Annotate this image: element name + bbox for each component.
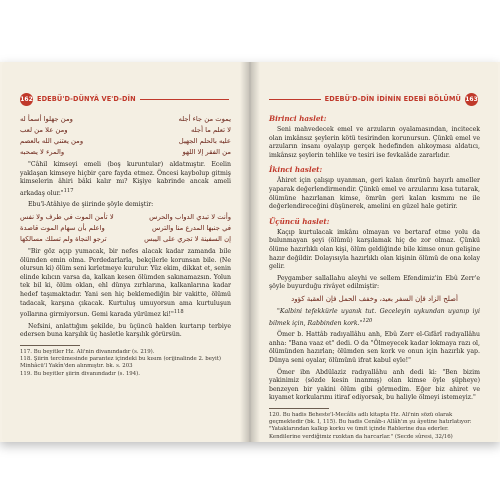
footnote-ref: 117 [63,187,74,194]
header-rule [269,99,321,100]
hemistich: يموت من جاء أجله [178,115,231,123]
left-page-body [20,114,231,378]
verse-line [20,136,231,147]
paragraph-text: "Câhil kimseyi emeli (boş kuruntular) aldatmıştır. Ecelin yaklaşan kimseye hiçbir çare fayda etmez. Öncesi kaybolup gitmiş kimselerin âhiri bâki kalır mı? Kişiye kabrinde ancak ameli arkadaş olur." [20,161,231,197]
footnote-ref: 118 [173,309,184,316]
verse-line [20,212,231,223]
paragraph: Nefsini, anlattığım şekilde, bu üçüncü halden kurtarıp terbiye edersen buna karşılık üç hasletle karşılık görürsün. [20,322,231,339]
verse-line [20,234,231,245]
hemistich: لا تعلم ما أجله [191,126,231,134]
hemistich: ومن علا من لعب [20,126,68,134]
paragraph-text: "Bir göz açıp yumacak, bir nefes alacak kadar zamanda bile ölümden emin olma. Perdedarlarla, bekçilerle korunsan bile. (Ne olursun ki) ölüm seni kırletmeye kurulur. Yüz ekim, dikkat et, senin elinde kılıcın varsa da, kalkan kesen ölümden sakınamazsın. Yolun tek bil ki, ölüm oklan, ehl dünya zırhlarına, kalkanlarına kadar hedef taşımaktadır. Yani sen hiç beklemediğin bir vakitte, ölümü tadacak, karşına çıkacak. Kurtuluş umuyorsun ama kurtuluşun yollarına girmiyorsun. Gemi karada yürümez ki!" [20,248,231,319]
paragraph: Ömer b. Hattâb radıyallâhu anh, Ebû Zerr el-Gıfârî radıyallâhu anha: "Bana vaaz et" dedi. O da "Ölmeyecek kadar lokmaya razı ol, ölümünden hazırlan; ölümden sen kork ve onun için hazırlık yap. Dünya seni oyalar, ölümünü ifrat kabul eyle!" [269,331,480,364]
left-page-header [20,92,229,106]
footnote: 120. Bu hadis Beheste'l-Mecâlis adlı kitapta Hz. Ali'nin sözü olarak geçmektedir (bk. I, 115). Bu hadis Cenâb-ı Allâh'ın şu âyetine hatırlatıyor: "Yataklarından kalkıp korku ve ümit içinde Rablerine dua ederler. Kendilerine verdiğimiz rızıktan da harcarlar." (Secde sûresi, 32/16) [269,411,472,440]
paragraph: Seni mahvedecek emel ve arzuların oyalamasından, incitecek olan imkânsız şeylerin kötü tesirinden korunursun. Çünkü emel ve arzuların insanı oyalayıp gerçek hedefinden alıkoyması aldatıcı, imkânsız şeylerin tehlike ve tesiri ise fevkalâde zararlıdır. [269,126,480,159]
paragraph: Âhiret için çalışıp uyanman, geri kalan ömrünü hayırlı ameller yaparak değerlendirmendir. Çünkü emel ve arzularını kısa tutarak, ölümüne hazırlanan kimse, ömrün geri kalan kısmını ne ile değerlendireceğini düşünerek, amelini en güzel hale getirir. [269,177,480,211]
poem-block [20,114,231,158]
page-number-badge: 163 [465,93,478,106]
section-heading: İkinci haslet: [269,165,323,175]
footnote-rule [269,408,329,409]
section-heading: Üçüncü haslet: [269,216,330,226]
footnote: 117. Bu beyitler Hz. Ali'nin divanındadır (s. 219). [20,349,155,356]
paragraph [269,308,480,328]
hemistich: لا تأمن الموت في طرف ولا نفس [20,213,114,222]
hemistich: ترجو النجاة ولم تسلك مسالكها [20,235,107,244]
right-page-header [269,92,478,106]
hemistich: إن السفينة لا تجري على اليبس [144,235,231,244]
hemistich: من الفقر إلا اللهو [182,148,231,156]
open-book [0,62,500,442]
hemistich: واعلم بأن سهام الموت قاصدة [20,224,105,233]
hemistich: والمرء لا يصحبه [20,148,65,156]
paragraph: Ömer ibn Abdülaziz radıyallâhu anh dedi ki: "Ben bizim yakinimiz (sözde kesin inanmış) olan kimse öyle şüpheye) benzeyen bir yakini ölüm gibi görmedim. Eğer biz ahiret ve kıyamet korkularımı itiraf ediyorsak, bu haliyle ölmeyi istemeyiz." [269,368,480,402]
paragraph [20,161,231,198]
poem-block [20,212,231,245]
footnote-rule [20,345,80,346]
arabic-hadith: أصلح الزاد فإن السفر بعيد، وخفف الحمل فإن العقبة كؤود [291,294,458,303]
paragraph: Kaçıp kurtulacak imkânı olmayan ve bertaraf etme yolu da bulunmayan şeyi (ölümü) karşılamak hiç de zor olmaz. Çünkü ölüme hazırlıklı olan kişi, ölüm geldiğinde bile kimse onun gelişine hazır değildir. Dolayısıyla hazırlıklı olan kişinin ölümü de ona kolay gelir. [269,228,480,271]
section-heading: Birinci haslet: [269,114,327,123]
book-spine-shadow [240,62,260,442]
hemistich: ومن جهلوا أسمأ له [20,115,73,123]
left-page [2,62,249,442]
verse-line [20,114,231,125]
hemistich: وأنت لا تبدي الدواب والحرس [149,213,231,222]
right-page [251,62,498,442]
footnote-ref: 120 [362,317,373,324]
header-rule [140,99,229,100]
running-head: EDEBÜ'D-DÜNYÂ VE'D-DÎN [37,95,136,103]
footnote: 118. Şiirin tercümesinde parantez içindeki bu kısım (orijinalinde 2. beyit) Minhâcü'l Yakîn'den alınmıştır. bk. s. 203 [20,356,221,370]
hemistich: ومن يعتني الله بالعصم [20,137,84,145]
page-number-badge: 162 [20,93,33,106]
running-head: EDEBÜ'D-DÎN İDİNİN EDEBÎ BÖLÜMÜ [324,95,461,103]
paragraph-text: "Kalbini tefekkürle uyanık tut. Geceleyin uykundan uyanıp iyi bilmek için, Rabbinden kork." [269,307,480,327]
hemistich: عليه بالحلم الجهيل [178,137,231,145]
right-page-body [269,114,480,441]
paragraph [20,248,231,320]
hemistich: في جنبها المدرع منا والترس [152,224,231,233]
verse-line [20,147,231,158]
footnote: 119. Bu beyitler şiirin divanındadır (s. 194). [20,370,140,377]
paragraph: Peygamber sallallahu aleyhi ve sellem Efendimiz'in Ebû Zerr'e şöyle buyurduğu rivâyet edilmiştir: [269,274,480,291]
verse-line [20,125,231,136]
paragraph: Ebu'l-Atâhiye de şiirinde şöyle demiştir: [28,201,154,209]
verse-line [20,223,231,234]
